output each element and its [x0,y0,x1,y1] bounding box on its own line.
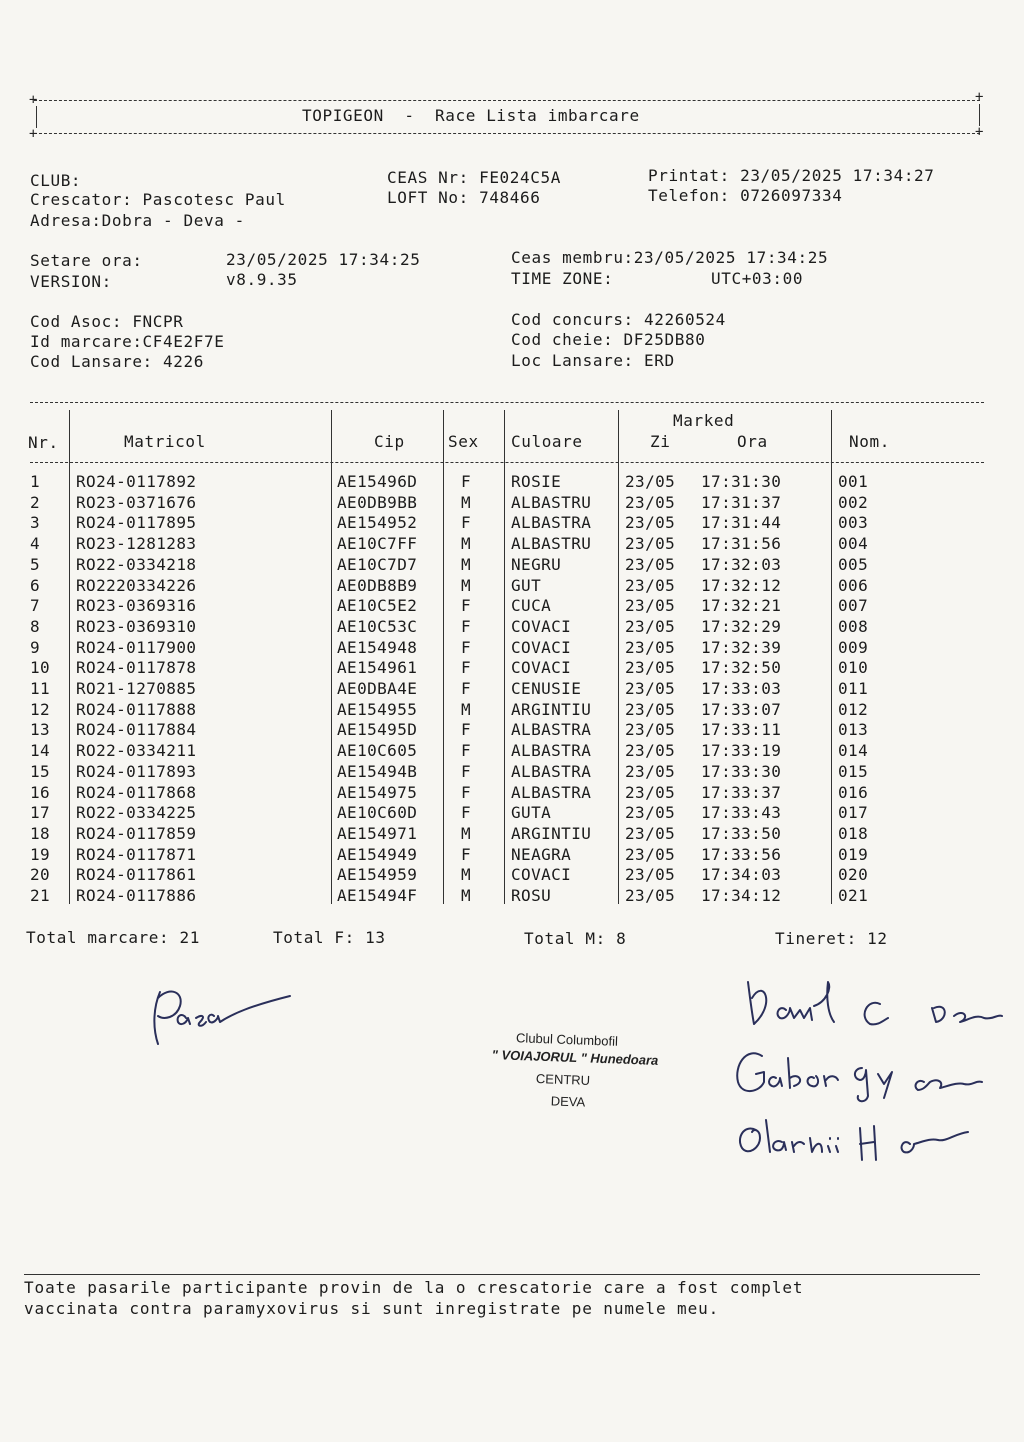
table-row [0,824,1024,845]
cell-zi: 23/05 [625,803,676,823]
time-zone-value: UTC+03:00 [711,269,804,288]
cell-culoare: ALBASTRU [511,492,592,512]
table-row [0,555,1024,576]
cell-cip: AE10C60D [337,803,418,823]
cell-nr: 1 [30,472,41,491]
cell-sex: F [461,803,472,823]
table-row [0,845,1024,866]
cell-matricol: RO24-0117895 [76,513,197,533]
cell-sex: M [461,886,472,905]
cell-cip: AE0DB8B9 [337,575,418,595]
cell-cip: AE15496D [337,472,418,491]
cell-cip: AE0DB9BB [337,492,418,512]
setare-ora-label: Setare ora: [30,251,143,270]
witness-signature-1 [740,968,1010,1038]
stamp-line-3: CENTRU [535,1071,591,1088]
cell-sex: F [461,472,472,491]
cell-nr: 17 [30,803,51,823]
cell-nom: 018 [838,823,869,843]
stamp-line-2: " VOIAJORUL " Hunedoara [491,1047,659,1068]
witness-signature-2 [728,1038,998,1108]
table-row [0,700,1024,721]
cell-ora: 17:33:43 [701,803,782,823]
cell-ora: 17:33:07 [701,699,782,719]
cell-zi: 23/05 [625,679,676,698]
cell-zi: 23/05 [625,886,676,905]
cell-zi: 23/05 [625,865,676,885]
cell-matricol: RO24-0117886 [76,886,197,905]
cod-concurs: Cod concurs: 42260524 [511,310,726,329]
cell-sex: F [461,637,472,657]
cell-nom: 011 [838,679,869,698]
cell-zi: 23/05 [625,472,676,491]
table-row [0,596,1024,617]
loft-no: LOFT No: 748466 [387,188,541,207]
setare-ora-value: 23/05/2025 17:34:25 [226,250,421,269]
cell-nr: 11 [30,679,51,698]
report-title: TOPIGEON - Race Lista imbarcare [302,106,640,125]
cell-matricol: RO24-0117859 [76,823,197,843]
col-cip: Cip [374,432,405,451]
cell-zi: 23/05 [625,658,676,678]
table-row [0,865,1024,886]
time-zone-label: TIME ZONE: [511,269,614,288]
ceas-nr: CEAS Nr: FE024C5A [387,168,561,187]
cell-nr: 15 [30,761,51,781]
vaccination-statement-line-2: vaccinata contra paramyxovirus si sunt inregistrate pe numele meu. [24,1299,720,1318]
table-row [0,783,1024,804]
cell-ora: 17:34:12 [701,886,782,905]
cell-cip: AE10C605 [337,741,418,761]
cell-sex: F [461,513,472,533]
cell-cip: AE154959 [337,865,418,885]
cell-matricol: RO23-0369316 [76,596,197,616]
ceas-membru: Ceas membru:23/05/2025 17:34:25 [511,248,829,267]
cell-sex: M [461,492,472,512]
col-ora: Ora [737,432,768,451]
cell-nr: 21 [30,886,51,905]
cell-nom: 015 [838,761,869,781]
cell-nr: 3 [30,513,41,533]
version-label: VERSION: [30,272,112,291]
cell-culoare: COVACI [511,616,572,636]
total-f: Total F: 13 [273,928,386,947]
cell-culoare: ALBASTRA [511,741,592,761]
club-label: CLUB: [30,171,82,190]
cell-nom: 012 [838,699,869,719]
cell-sex: F [461,782,472,802]
cell-nom: 008 [838,616,869,636]
cod-lansare: Cod Lansare: 4226 [30,352,204,371]
cell-nom: 013 [838,720,869,740]
total-m: Total M: 8 [524,929,627,948]
cell-sex: M [461,699,472,719]
cell-sex: F [461,844,472,864]
cell-ora: 17:31:37 [701,492,782,512]
cell-nom: 001 [838,472,869,491]
cell-zi: 23/05 [625,823,676,843]
cell-cip: AE10C5E2 [337,596,418,616]
cell-ora: 17:33:11 [701,720,782,740]
table-row [0,720,1024,741]
cell-ora: 17:34:03 [701,865,782,885]
cell-ora: 17:33:50 [701,823,782,843]
cell-matricol: RO22-0334225 [76,803,197,823]
cell-culoare: ARGINTIU [511,699,592,719]
cell-matricol: RO23-0371676 [76,492,197,512]
total-marcare: Total marcare: 21 [26,928,200,947]
cell-culoare: ALBASTRA [511,782,592,802]
cell-nom: 009 [838,637,869,657]
cell-nr: 10 [30,658,51,678]
table-row [0,886,1024,907]
cell-culoare: NEGRU [511,554,562,574]
loc-lansare: Loc Lansare: ERD [511,351,675,370]
cell-culoare: ROSIE [511,472,562,491]
cell-sex: F [461,741,472,761]
cell-culoare: COVACI [511,658,572,678]
cell-cip: AE0DBA4E [337,679,418,698]
cell-ora: 17:32:50 [701,658,782,678]
cell-ora: 17:33:30 [701,761,782,781]
cell-culoare: GUT [511,575,542,595]
cell-nom: 007 [838,596,869,616]
version-value: v8.9.35 [226,270,298,289]
cell-matricol: RO2220334226 [76,575,197,595]
cell-ora: 17:31:30 [701,472,782,491]
cell-nr: 12 [30,699,51,719]
cell-nom: 006 [838,575,869,595]
cell-zi: 23/05 [625,616,676,636]
cell-culoare: ALBASTRA [511,761,592,781]
cell-matricol: RO24-0117892 [76,472,197,491]
cell-culoare: ALBASTRU [511,534,592,554]
cell-culoare: CENUSIE [511,679,582,698]
table-row [0,762,1024,783]
cell-zi: 23/05 [625,492,676,512]
stamp-line-4: DEVA [550,1093,586,1110]
col-nom: Nom. [849,432,890,451]
cell-nom: 004 [838,534,869,554]
tineret: Tineret: 12 [775,929,888,948]
cell-cip: AE154949 [337,844,418,864]
cell-sex: M [461,534,472,554]
cell-sex: F [461,720,472,740]
cod-asoc: Cod Asoc: FNCPR [30,312,184,331]
col-culoare: Culoare [511,432,583,451]
cell-nr: 14 [30,741,51,761]
col-sex: Sex [448,432,479,451]
cell-cip: AE15494B [337,761,418,781]
cell-nom: 010 [838,658,869,678]
cell-zi: 23/05 [625,513,676,533]
table-row [0,513,1024,534]
cell-cip: AE154975 [337,782,418,802]
cod-cheie: Cod cheie: DF25DB80 [511,330,706,349]
cell-cip: AE154961 [337,658,418,678]
cell-zi: 23/05 [625,575,676,595]
col-marked: Marked [673,411,735,430]
cell-nom: 003 [838,513,869,533]
cell-matricol: RO24-0117893 [76,761,197,781]
cell-matricol: RO24-0117868 [76,782,197,802]
cell-cip: AE154955 [337,699,418,719]
cell-matricol: RO22-0334218 [76,554,197,574]
cell-nr: 4 [30,534,41,554]
cell-nr: 6 [30,575,41,595]
cell-sex: M [461,865,472,885]
cell-sex: F [461,596,472,616]
table-row [0,658,1024,679]
cell-zi: 23/05 [625,554,676,574]
cell-nr: 8 [30,616,41,636]
cell-matricol: RO23-1281283 [76,534,197,554]
cell-nom: 002 [838,492,869,512]
cell-cip: AE10C7D7 [337,554,418,574]
cell-ora: 17:32:39 [701,637,782,657]
table-row [0,741,1024,762]
cell-ora: 17:32:12 [701,575,782,595]
cell-ora: 17:33:03 [701,679,782,698]
cell-sex: M [461,823,472,843]
cell-zi: 23/05 [625,534,676,554]
cell-matricol: RO24-0117888 [76,699,197,719]
witness-signature-3 [732,1108,982,1178]
printat: Printat: 23/05/2025 17:34:27 [648,166,935,185]
adresa: Adresa:Dobra - Deva - [30,211,245,230]
cell-culoare: GUTA [511,803,552,823]
telefon: Telefon: 0726097334 [648,186,843,205]
cell-zi: 23/05 [625,596,676,616]
cell-nr: 2 [30,492,41,512]
cell-matricol: RO24-0117900 [76,637,197,657]
cell-cip: AE15495D [337,720,418,740]
cell-zi: 23/05 [625,699,676,719]
cell-cip: AE154952 [337,513,418,533]
cell-culoare: ALBASTRA [511,720,592,740]
cell-zi: 23/05 [625,761,676,781]
cell-sex: M [461,575,472,595]
cell-culoare: ALBASTRA [511,513,592,533]
cell-ora: 17:33:19 [701,741,782,761]
cell-matricol: RO21-1270885 [76,679,197,698]
cell-ora: 17:32:29 [701,616,782,636]
table-row [0,803,1024,824]
id-marcare: Id marcare:CF4E2F7E [30,332,225,351]
cell-nr: 18 [30,823,51,843]
cell-sex: F [461,679,472,698]
cell-zi: 23/05 [625,782,676,802]
cell-matricol: RO24-0117878 [76,658,197,678]
cell-culoare: ROSU [511,886,552,905]
cell-matricol: RO23-0369310 [76,616,197,636]
cell-sex: F [461,616,472,636]
cell-nom: 017 [838,803,869,823]
cell-culoare: NEAGRA [511,844,572,864]
cell-cip: AE154971 [337,823,418,843]
cell-culoare: COVACI [511,637,572,657]
table-row [0,472,1024,493]
cell-nom: 016 [838,782,869,802]
table-row [0,576,1024,597]
cell-sex: M [461,554,472,574]
table-row [0,638,1024,659]
vaccination-statement-line-1: Toate pasarile participante provin de la o crescatorie care a fost complet [24,1278,804,1297]
cell-nr: 16 [30,782,51,802]
cell-nr: 9 [30,637,41,657]
cell-nom: 019 [838,844,869,864]
stamp-line-1: Clubul Columbofil [515,1030,619,1049]
cell-nr: 19 [30,844,51,864]
cell-sex: F [461,761,472,781]
table-row [0,679,1024,700]
cell-matricol: RO24-0117884 [76,720,197,740]
col-matricol: Matricol [124,432,206,451]
cell-zi: 23/05 [625,637,676,657]
cell-zi: 23/05 [625,720,676,740]
col-nr: Nr. [28,433,59,452]
cell-ora: 17:31:56 [701,534,782,554]
cell-cip: AE10C7FF [337,534,418,554]
cell-nom: 005 [838,554,869,574]
cell-culoare: CUCA [511,596,552,616]
cell-culoare: COVACI [511,865,572,885]
cell-nr: 20 [30,865,51,885]
cell-matricol: RO24-0117861 [76,865,197,885]
cell-zi: 23/05 [625,844,676,864]
cell-nr: 13 [30,720,51,740]
table-row [0,617,1024,638]
cell-zi: 23/05 [625,741,676,761]
cell-cip: AE154948 [337,637,418,657]
table-row [0,493,1024,514]
cell-cip: AE15494F [337,886,418,905]
owner-signature [140,978,320,1058]
cell-nom: 021 [838,886,869,905]
cell-nom: 020 [838,865,869,885]
cell-nom: 014 [838,741,869,761]
cell-culoare: ARGINTIU [511,823,592,843]
cell-matricol: RO22-0334211 [76,741,197,761]
table-row [0,534,1024,555]
cell-cip: AE10C53C [337,616,418,636]
cell-ora: 17:32:21 [701,596,782,616]
cell-sex: F [461,658,472,678]
crescator: Crescator: Pascotesc Paul [30,190,286,209]
col-zi: Zi [650,432,671,451]
cell-ora: 17:31:44 [701,513,782,533]
cell-ora: 17:32:03 [701,554,782,574]
cell-ora: 17:33:37 [701,782,782,802]
cell-matricol: RO24-0117871 [76,844,197,864]
cell-ora: 17:33:56 [701,844,782,864]
cell-nr: 7 [30,596,41,616]
cell-nr: 5 [30,554,41,574]
